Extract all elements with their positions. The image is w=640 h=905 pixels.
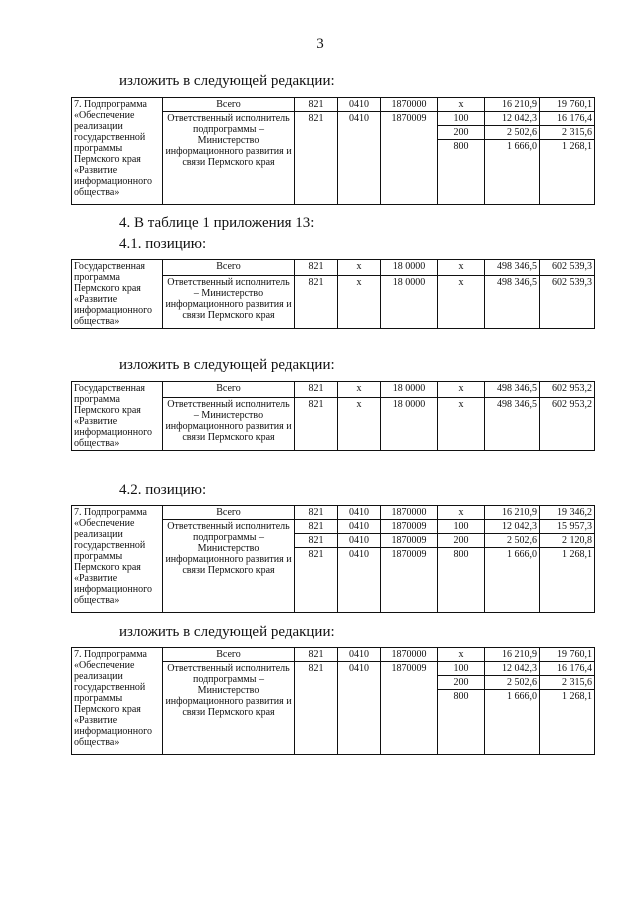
table-row <box>72 506 595 520</box>
vr-cell: х <box>438 648 485 662</box>
program-name-cell: 7. Подпрограмма «Обеспечение реализации государственной программы Пермского края «Развитие информационного общества» <box>72 648 163 755</box>
csr-cell: 1870000 <box>381 506 438 520</box>
paragraph-1: изложить в следующей редакции: <box>119 73 335 89</box>
year2-cell: 602 953,2 <box>540 382 595 398</box>
table-row <box>72 98 595 112</box>
responsible-label: Ответственный исполнитель подпрограммы – Министерство информационного развития и связи Пермского края <box>163 112 295 205</box>
vr-cell: 100 <box>438 662 485 676</box>
total-label: Всего <box>163 98 295 112</box>
year1-cell: 498 346,5 <box>485 382 540 398</box>
year2-cell: 1 268,1 <box>540 548 595 613</box>
year1-cell: 1 666,0 <box>485 548 540 613</box>
paragraph-2: 4. В таблице 1 приложения 13: <box>119 215 315 231</box>
csr-cell: 1870009 <box>381 520 438 534</box>
table-row <box>72 260 595 276</box>
year1-cell: 16 210,9 <box>485 648 540 662</box>
year2-cell: 602 539,3 <box>540 275 595 328</box>
year2-cell: 1 268,1 <box>540 140 595 205</box>
program-name-cell: Государственная программа Пермского края «Развитие информационного общества» <box>72 382 163 451</box>
year2-cell: 19 760,1 <box>540 648 595 662</box>
program-name-cell: 7. Подпрограмма «Обеспечение реализации государственной программы Пермского края «Развитие информационного общества» <box>72 98 163 205</box>
responsible-label: Ответственный исполнитель – Министерство информационного развития и связи Пермского края <box>163 275 295 328</box>
csr-cell: 1870000 <box>381 98 438 112</box>
grbs-cell: 821 <box>295 98 338 112</box>
total-label: Всего <box>163 382 295 398</box>
vr-cell: 100 <box>438 112 485 126</box>
year2-cell: 19 346,2 <box>540 506 595 520</box>
year1-cell: 16 210,9 <box>485 98 540 112</box>
budget-table-5 <box>71 647 595 755</box>
vr-cell: 800 <box>438 690 485 755</box>
program-name-cell: 7. Подпрограмма «Обеспечение реализации государственной программы Пермского края «Развитие информационного общества» <box>72 506 163 613</box>
responsible-label: Ответственный исполнитель подпрограммы – Министерство информационного развития и связи Пермского края <box>163 520 295 613</box>
vr-cell: 100 <box>438 520 485 534</box>
paragraph-5: 4.2. позицию: <box>119 482 207 498</box>
rzpr-cell: х <box>338 260 381 276</box>
rzpr-cell: 0410 <box>338 648 381 662</box>
rzpr-cell: 0410 <box>338 662 381 755</box>
year1-cell: 1 666,0 <box>485 140 540 205</box>
csr-cell: 1870000 <box>381 648 438 662</box>
vr-cell: х <box>438 260 485 276</box>
grbs-cell: 821 <box>295 112 338 205</box>
year2-cell: 16 176,4 <box>540 662 595 676</box>
vr-cell: х <box>438 275 485 328</box>
year1-cell: 498 346,5 <box>485 260 540 276</box>
year1-cell: 498 346,5 <box>485 275 540 328</box>
rzpr-cell: х <box>338 397 381 450</box>
rzpr-cell: 0410 <box>338 112 381 205</box>
budget-table-4 <box>71 505 595 613</box>
year2-cell: 602 539,3 <box>540 260 595 276</box>
grbs-cell: 821 <box>295 260 338 276</box>
grbs-cell: 821 <box>295 506 338 520</box>
year1-cell: 12 042,3 <box>485 112 540 126</box>
year1-cell: 2 502,6 <box>485 676 540 690</box>
responsible-label: Ответственный исполнитель – Министерство информационного развития и связи Пермского края <box>163 397 295 450</box>
grbs-cell: 821 <box>295 397 338 450</box>
grbs-cell: 821 <box>295 534 338 548</box>
rzpr-cell: 0410 <box>338 548 381 613</box>
paragraph-6: изложить в следующей редакции: <box>119 624 335 640</box>
year2-cell: 15 957,3 <box>540 520 595 534</box>
csr-cell: 1870009 <box>381 112 438 205</box>
table-row <box>72 648 595 662</box>
grbs-cell: 821 <box>295 275 338 328</box>
paragraph-4: изложить в следующей редакции: <box>119 357 335 373</box>
vr-cell: 800 <box>438 548 485 613</box>
rzpr-cell: х <box>338 275 381 328</box>
year2-cell: 1 268,1 <box>540 690 595 755</box>
year2-cell: 2 315,6 <box>540 676 595 690</box>
paragraph-3: 4.1. позицию: <box>119 236 207 252</box>
budget-table-2 <box>71 259 595 329</box>
year1-cell: 2 502,6 <box>485 534 540 548</box>
program-name-cell: Государственная программа Пермского края «Развитие информационного общества» <box>72 260 163 329</box>
grbs-cell: 821 <box>295 382 338 398</box>
csr-cell: 1870009 <box>381 662 438 755</box>
year1-cell: 498 346,5 <box>485 397 540 450</box>
rzpr-cell: 0410 <box>338 506 381 520</box>
vr-cell: 800 <box>438 140 485 205</box>
csr-cell: 18 0000 <box>381 275 438 328</box>
responsible-label: Ответственный исполнитель подпрограммы – Министерство информационного развития и связи Пермского края <box>163 662 295 755</box>
total-label: Всего <box>163 260 295 276</box>
table-row <box>72 382 595 398</box>
vr-cell: х <box>438 506 485 520</box>
year1-cell: 12 042,3 <box>485 520 540 534</box>
rzpr-cell: 0410 <box>338 534 381 548</box>
page-number: 3 <box>316 36 324 52</box>
year2-cell: 19 760,1 <box>540 98 595 112</box>
total-label: Всего <box>163 648 295 662</box>
year1-cell: 2 502,6 <box>485 126 540 140</box>
year2-cell: 16 176,4 <box>540 112 595 126</box>
vr-cell: х <box>438 382 485 398</box>
year1-cell: 16 210,9 <box>485 506 540 520</box>
csr-cell: 18 0000 <box>381 382 438 398</box>
csr-cell: 18 0000 <box>381 397 438 450</box>
rzpr-cell: 0410 <box>338 98 381 112</box>
csr-cell: 1870009 <box>381 548 438 613</box>
year1-cell: 1 666,0 <box>485 690 540 755</box>
grbs-cell: 821 <box>295 662 338 755</box>
budget-table-3 <box>71 381 595 451</box>
csr-cell: 18 0000 <box>381 260 438 276</box>
year2-cell: 2 120,8 <box>540 534 595 548</box>
total-label: Всего <box>163 506 295 520</box>
vr-cell: х <box>438 397 485 450</box>
vr-cell: 200 <box>438 126 485 140</box>
year2-cell: 2 315,6 <box>540 126 595 140</box>
year2-cell: 602 953,2 <box>540 397 595 450</box>
rzpr-cell: 0410 <box>338 520 381 534</box>
budget-table-1 <box>71 97 595 205</box>
csr-cell: 1870009 <box>381 534 438 548</box>
year1-cell: 12 042,3 <box>485 662 540 676</box>
vr-cell: 200 <box>438 534 485 548</box>
grbs-cell: 821 <box>295 648 338 662</box>
rzpr-cell: х <box>338 382 381 398</box>
vr-cell: 200 <box>438 676 485 690</box>
vr-cell: х <box>438 98 485 112</box>
grbs-cell: 821 <box>295 520 338 534</box>
grbs-cell: 821 <box>295 548 338 613</box>
